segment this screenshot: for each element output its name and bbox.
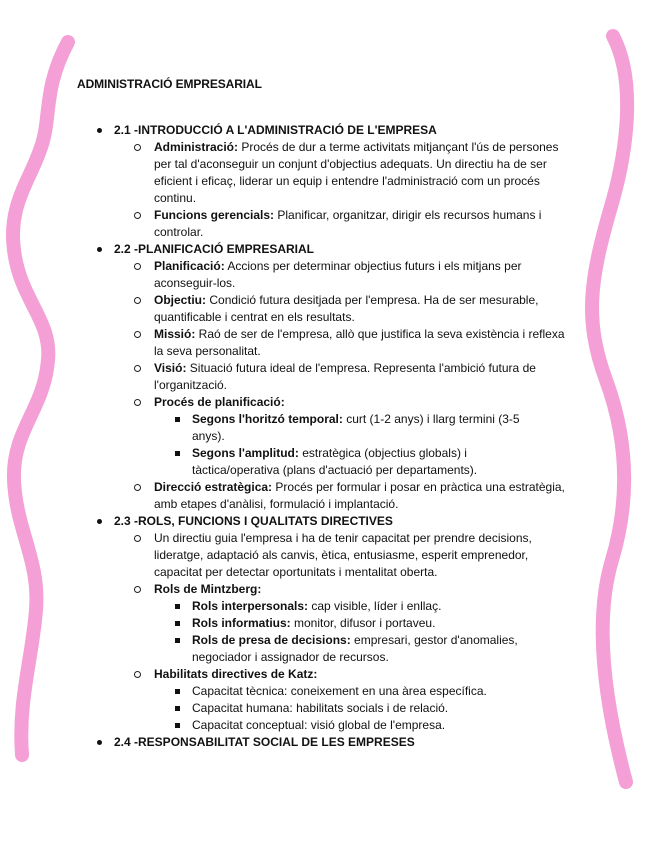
item-text: Planificar, organitzar, dirigir els recursos humans i controlar. [154,208,542,239]
sub-item-list [154,411,574,479]
sub-list-item [154,445,542,479]
section-item-list [114,139,655,241]
section-heading: 2.3 -ROLS, FUNCIONS I QUALITATS DIRECTIVES [114,514,393,528]
document-title: ADMINISTRACIÓ EMPRESARIAL [77,77,262,91]
sub-list-item [154,615,542,632]
list-item [114,139,574,207]
item-term: Rols de Mintzberg: [154,582,262,596]
sub-item-list [154,598,574,666]
list-item [114,326,574,360]
list-item [114,292,574,326]
list-item [114,258,574,292]
item-text: cap visible, líder i enllaç. [308,599,442,613]
item-term: Rols informatius: [192,616,291,630]
item-text: Condició futura desitjada per l'empresa. Ha de ser mesurable, quantificable i centrat en els resultats. [154,293,539,324]
item-term: Segons l'horitzó temporal: [192,412,343,426]
item-text: monitor, difusor i portaveu. [290,616,436,630]
item-term: Missió: [154,327,196,341]
section-3 [0,513,655,734]
list-item [114,360,574,394]
item-text: Capacitat tècnica: coneixement en una àrea específica. [192,684,487,698]
item-term: Visió: [154,361,187,375]
item-text: curt (1-2 anys) i llarg termini (3-5 anys). [192,412,520,443]
item-text: Procés per formular i posar en pràctica una estratègia, amb etapes d'anàlisi, formulació i implantació. [154,480,565,511]
list-item [114,207,574,241]
section-heading: 2.1 -INTRODUCCIÓ A L'ADMINISTRACIÓ DE L'EMPRESA [114,123,437,137]
section-2 [0,241,655,513]
section-4 [0,734,655,751]
item-term: Planificació: [154,259,225,273]
item-term: Procés de planificació: [154,395,285,409]
section-item-list [114,530,655,734]
sub-list-item [154,598,542,615]
item-term: Direcció estratègica: [154,480,273,494]
section-1 [0,122,655,241]
sub-list-item [154,683,542,700]
item-term: Segons l'amplitud: [192,446,299,460]
item-text: Un directiu guia l'empresa i ha de tenir capacitat per prendre decisions, lideratge, adaptació als canvis, ètica, entusiasme, esperit emprenedor, capacitat per detectar oportunitats i mentalitat oberta. [154,531,532,579]
item-text: Capacitat conceptual: visió global de l'empresa. [192,718,446,732]
sub-item-list [154,683,574,734]
sub-list-item [154,632,542,666]
item-text: Situació futura ideal de l'empresa. Representa l'ambició futura de l'organització. [154,361,536,392]
item-term: Rols interpersonals: [192,599,309,613]
item-term: Objectiu: [154,293,207,307]
list-item [114,581,574,666]
list-item [114,394,574,479]
item-term: Funcions gerencials: [154,208,275,222]
sub-list-item [154,717,542,734]
section-item-list [114,258,655,513]
item-term: Rols de presa de decisions: [192,633,351,647]
item-text: Accions per determinar objectius futurs i els mitjans per aconseguir-los. [154,259,522,290]
list-item [114,530,574,581]
item-text: Raó de ser de l'empresa, allò que justifica la seva existència i reflexa la seva personalitat. [154,327,565,358]
item-text: Procés de dur a terme activitats mitjançant l'ús de persones per tal d'aconseguir un conjunt d'objectius adequats. Un directiu ha de ser eficient i eficaç, liderar un equip i entendre l'administració com un procés continu. [154,140,559,205]
item-text: estratègica (objectius globals) i tàctica/operativa (plans d'actuació per departaments). [192,446,478,477]
section-heading: 2.4 -RESPONSABILITAT SOCIAL DE LES EMPRESES [114,735,415,749]
outline-list [0,122,655,751]
item-text: Capacitat humana: habilitats socials i de relació. [192,701,449,715]
sub-list-item [154,700,542,717]
item-term: Habilitats directives de Katz: [154,667,318,681]
list-item [114,479,574,513]
item-text: empresari, gestor d'anomalies, negociador i assignador de recursos. [192,633,518,664]
list-item [114,666,574,734]
section-heading: 2.2 -PLANIFICACIÓ EMPRESARIAL [114,242,315,256]
sub-list-item [154,411,542,445]
item-term: Administració: [154,140,239,154]
